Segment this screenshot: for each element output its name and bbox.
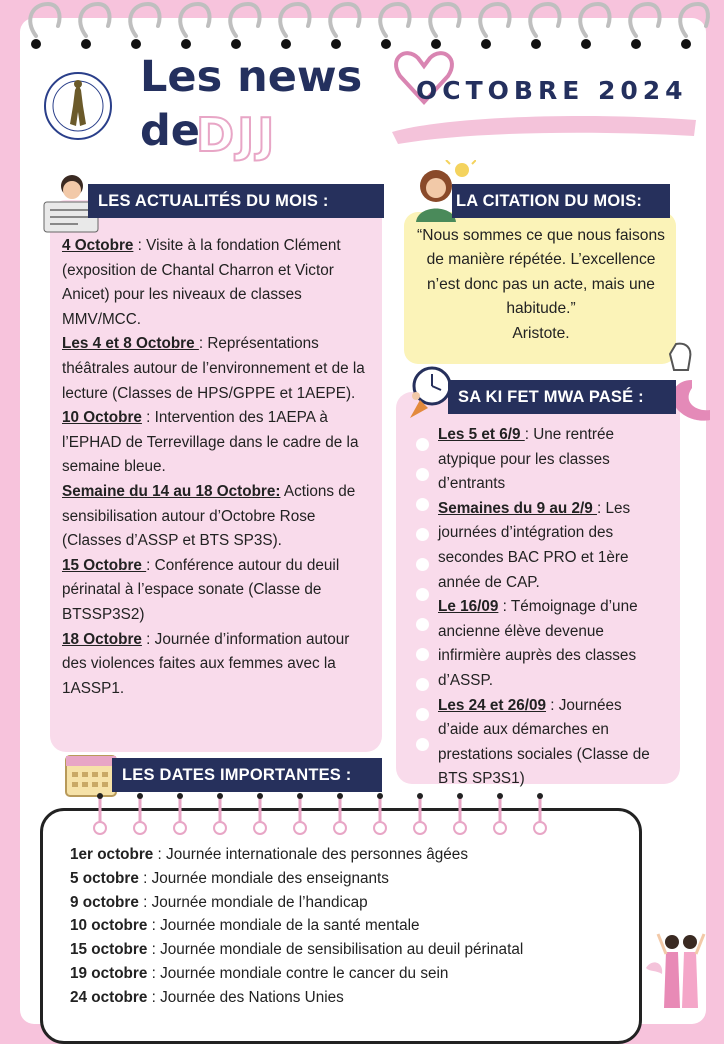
bullet-dot bbox=[416, 618, 429, 631]
past-item-text: : Journées d’aide aux démarches en prestations sociales (Classe de BTS SP3S1) bbox=[438, 696, 650, 788]
bullet-dot bbox=[416, 588, 429, 601]
school-logo bbox=[42, 70, 114, 142]
page-title: Les news bbox=[140, 52, 363, 102]
news-item-text: : Visite à la fondation Clément (exposition de Chantal Charron et Victor Anicet) pour les niveaux de classes MMV/MCC. bbox=[62, 237, 341, 328]
date-item bbox=[70, 891, 523, 915]
news-item-date: 18 Octobre bbox=[62, 630, 142, 648]
date-item bbox=[70, 938, 523, 962]
news-item-date: 4 Octobre bbox=[62, 237, 134, 254]
date-item bbox=[70, 962, 523, 986]
past-item-date: Les 5 et 6/9 bbox=[438, 426, 525, 443]
news-item-text: : Représentations théâtrales autour de l’environnement et de la lecture (Classes de HPS/GPPE et 1AEPE). bbox=[62, 335, 365, 402]
page-title-de: de bbox=[140, 106, 200, 156]
quote-heading: LA CITATION DU MOIS: bbox=[452, 184, 670, 218]
news-item-date: Semaine du 14 au 18 Octobre: bbox=[62, 482, 281, 500]
bullet-dot bbox=[416, 528, 429, 541]
notebook-spiral-icon bbox=[82, 792, 562, 842]
news-item bbox=[62, 628, 374, 702]
dates-heading: LES DATES IMPORTANTES : bbox=[112, 758, 382, 792]
bullet-dot bbox=[416, 708, 429, 721]
date-item-text: : Journée mondiale de la santé mentale bbox=[147, 917, 420, 935]
news-item-date: 10 Octobre bbox=[62, 409, 142, 427]
dates-list bbox=[70, 843, 523, 1010]
news-item-text: : Journée d’information autour des violences faites aux femmes avec la 1ASSP1. bbox=[62, 630, 350, 697]
news-item-text: Actions de sensibilisation autour d’Octobre Rose (Classes d’ASSP et BTS SP3S). bbox=[62, 482, 356, 550]
news-item-text: : Intervention des 1AEPA à l’EPHAD de Terrevillage dans le cadre de la semaine bleue. bbox=[62, 409, 359, 476]
date-item bbox=[70, 843, 523, 867]
date-item-date: 10 octobre bbox=[70, 917, 148, 935]
past-item-date: Semaines du 9 au 2/9 bbox=[438, 499, 597, 517]
past-item bbox=[438, 694, 662, 792]
date-item bbox=[70, 986, 523, 1010]
date-item-date: 15 octobre bbox=[70, 941, 148, 959]
past-item-text: : Les journées d’intégration des secondes BAC PRO et 1ère année de CAP. bbox=[438, 499, 631, 591]
past-item-text: : Témoignage d’une ancienne élève devenue infirmière auprès des classes d’ASSP. bbox=[438, 598, 638, 689]
past-item-date: Les 24 et 26/09 bbox=[438, 696, 547, 714]
past-item-date: Le 16/09 bbox=[438, 598, 499, 616]
page-title-accent: DJJ bbox=[196, 108, 278, 162]
past-item bbox=[438, 423, 662, 497]
date-item-text: : Journée mondiale de sensibilisation au deuil périnatal bbox=[147, 941, 524, 959]
date-item-date: 9 octobre bbox=[70, 893, 139, 911]
bullet-dot bbox=[416, 738, 429, 751]
news-item-date: 15 Octobre bbox=[62, 556, 147, 574]
news-item bbox=[62, 406, 374, 480]
bullet-dot bbox=[416, 648, 429, 661]
women-cheering-icon bbox=[642, 928, 708, 1012]
date-item-date: 1er octobre bbox=[70, 846, 154, 863]
news-item-date: Les 4 et 8 Octobre bbox=[62, 335, 199, 353]
quote-text: “Nous sommes ce que nous faisons de manière répétée. L’excellence n’est donc pas un acte, mais une habitude.” bbox=[417, 227, 665, 318]
date-item-text: : Journée des Nations Unies bbox=[147, 988, 344, 1006]
past-item bbox=[438, 497, 662, 595]
date-item-text: : Journée mondiale des enseignants bbox=[138, 869, 389, 887]
spiral-ring-icon bbox=[22, 0, 712, 52]
news-item-text: : Conférence autour du deuil périnatal à l’espace sonate (Classe de BTSSP3S2) bbox=[62, 556, 340, 623]
bullet-dot bbox=[416, 468, 429, 481]
date-item-date: 24 octobre bbox=[70, 988, 148, 1006]
news-item bbox=[62, 480, 374, 554]
issue-month: OCTOBRE 2024 bbox=[416, 76, 688, 105]
date-item-date: 19 octobre bbox=[70, 964, 148, 982]
news-list bbox=[62, 234, 374, 701]
date-item bbox=[70, 867, 523, 891]
quote-author: Aristote. bbox=[512, 324, 570, 342]
news-item bbox=[62, 332, 374, 406]
news-heading: LES ACTUALITÉS DU MOIS : bbox=[88, 184, 384, 218]
date-item bbox=[70, 914, 523, 938]
bullet-dot bbox=[416, 558, 429, 571]
date-item-text: : Journée mondiale de l’handicap bbox=[138, 893, 368, 911]
past-list bbox=[438, 423, 662, 792]
bullet-dot bbox=[416, 498, 429, 511]
bullet-dot bbox=[416, 438, 429, 451]
past-heading: SA KI FET MWA PASÉ : bbox=[448, 380, 676, 414]
quote-text-block bbox=[408, 224, 674, 346]
date-item-date: 5 octobre bbox=[70, 869, 139, 887]
past-item bbox=[438, 595, 662, 693]
date-item-text: : Journée internationale des personnes âgées bbox=[153, 846, 468, 863]
past-item-text: : Une rentrée atypique pour les classes d’entrants bbox=[438, 426, 615, 493]
news-item bbox=[62, 234, 374, 332]
bullet-dot bbox=[416, 678, 429, 691]
date-item-text: : Journée mondiale contre le cancer du sein bbox=[147, 964, 449, 982]
news-item bbox=[62, 554, 374, 628]
